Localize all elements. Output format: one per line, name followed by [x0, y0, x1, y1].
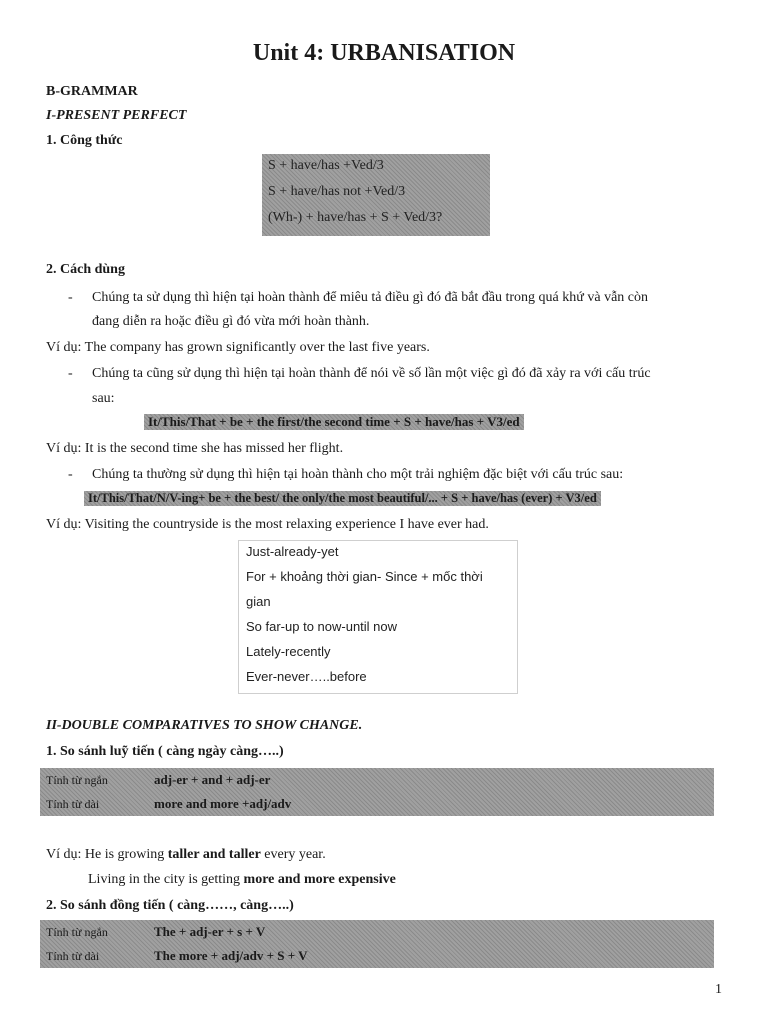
row-value: adj-er + and + adj-er — [154, 772, 271, 787]
structure-first-time: It/This/That + be + the first/the second time + S + have/has + V3/ed — [144, 414, 524, 430]
example-text: every year. — [260, 847, 326, 862]
comparative-1-heading: 1. So sánh luỹ tiến ( càng ngày càng…..) — [46, 744, 284, 759]
formula-heading: 1. Công thức — [46, 133, 123, 148]
row-label: Tính từ dài — [46, 796, 100, 811]
row-label: Tính từ dài — [46, 948, 100, 963]
usage1-line1: Chúng ta sử dụng thì hiện tại hoàn thành để miêu tả điều gì đó đã bắt đầu trong quá khứ và vẫn còn — [92, 290, 649, 305]
example-text: Living in the city is getting — [88, 872, 244, 887]
time-adverbs-box — [238, 540, 518, 694]
table-row — [40, 944, 714, 968]
row-label: Tính từ ngắn — [46, 772, 108, 787]
comparative-2-table — [40, 920, 714, 968]
adverb-item: For + khoảng thời gian- Since + mốc thời — [246, 569, 483, 584]
adverb-item: Just-already-yet — [246, 544, 339, 559]
comparative-1-example-1 — [46, 847, 326, 863]
example-2: Ví dụ: It is the second time she has missed her flight. — [46, 441, 344, 456]
row-label: Tính từ ngắn — [46, 924, 108, 939]
example-emphasis: more and more expensive — [243, 872, 396, 887]
page-title: Unit 4: URBANISATION — [252, 40, 516, 66]
adverb-item: So far-up to now-until now — [246, 619, 398, 634]
formula-box — [262, 154, 490, 236]
usage3-line1: Chúng ta thường sử dụng thì hiện tại hoàn thành cho một trải nghiệm đặc biệt với cấu trúc sau: — [92, 467, 624, 482]
adverb-item: gian — [246, 594, 271, 609]
comparative-1-table — [40, 768, 714, 816]
present-perfect-heading: I-PRESENT PERFECT — [46, 108, 187, 123]
bullet-dash: - — [68, 366, 73, 381]
structure-superlative: It/This/That/N/V-ing+ be + the best/ the only/the most beautiful/... + S + have/has (ever) + V3/ed — [84, 491, 601, 506]
formula-affirmative: S + have/has +Ved/3 — [268, 158, 384, 173]
usage2-line1: Chúng ta cũng sử dụng thì hiện tại hoàn thành để nói về số lần một việc gì đó đã xảy ra với cấu trúc — [92, 366, 651, 381]
page-number: 1 — [715, 982, 722, 997]
table-row — [40, 792, 714, 816]
comparative-1-example-2 — [88, 872, 396, 888]
example-emphasis: taller and taller — [167, 847, 261, 862]
formula-negative: S + have/has not +Ved/3 — [268, 184, 406, 199]
usage1-line2: đang diễn ra hoặc điều gì đó vừa mới hoàn thành. — [92, 314, 370, 329]
example-text: Ví dụ: He is growing — [46, 847, 168, 862]
comparative-2-heading: 2. So sánh đồng tiến ( càng……, càng…..) — [46, 898, 294, 913]
formula-question: (Wh-) + have/has + S + Ved/3? — [268, 210, 443, 225]
section-b-heading: B-GRAMMAR — [46, 84, 138, 99]
bullet-dash: - — [68, 467, 73, 482]
row-value: The more + adj/adv + S + V — [154, 948, 308, 963]
bullet-dash: - — [68, 290, 73, 305]
adverb-item: Ever-never…..before — [246, 669, 367, 684]
usage2-line2: sau: — [92, 391, 115, 406]
table-row — [40, 920, 714, 944]
example-1: Ví dụ: The company has grown significantly over the last five years. — [46, 340, 430, 355]
adverb-item: Lately-recently — [246, 644, 331, 659]
row-value: The + adj-er + s + V — [154, 924, 266, 939]
example-3: Ví dụ: Visiting the countryside is the most relaxing experience I have ever had. — [46, 517, 489, 532]
table-row — [40, 768, 714, 792]
double-comparatives-heading: II-DOUBLE COMPARATIVES TO SHOW CHANGE. — [46, 718, 363, 733]
usage-heading: 2. Cách dùng — [46, 262, 125, 277]
row-value: more and more +adj/adv — [154, 796, 292, 811]
